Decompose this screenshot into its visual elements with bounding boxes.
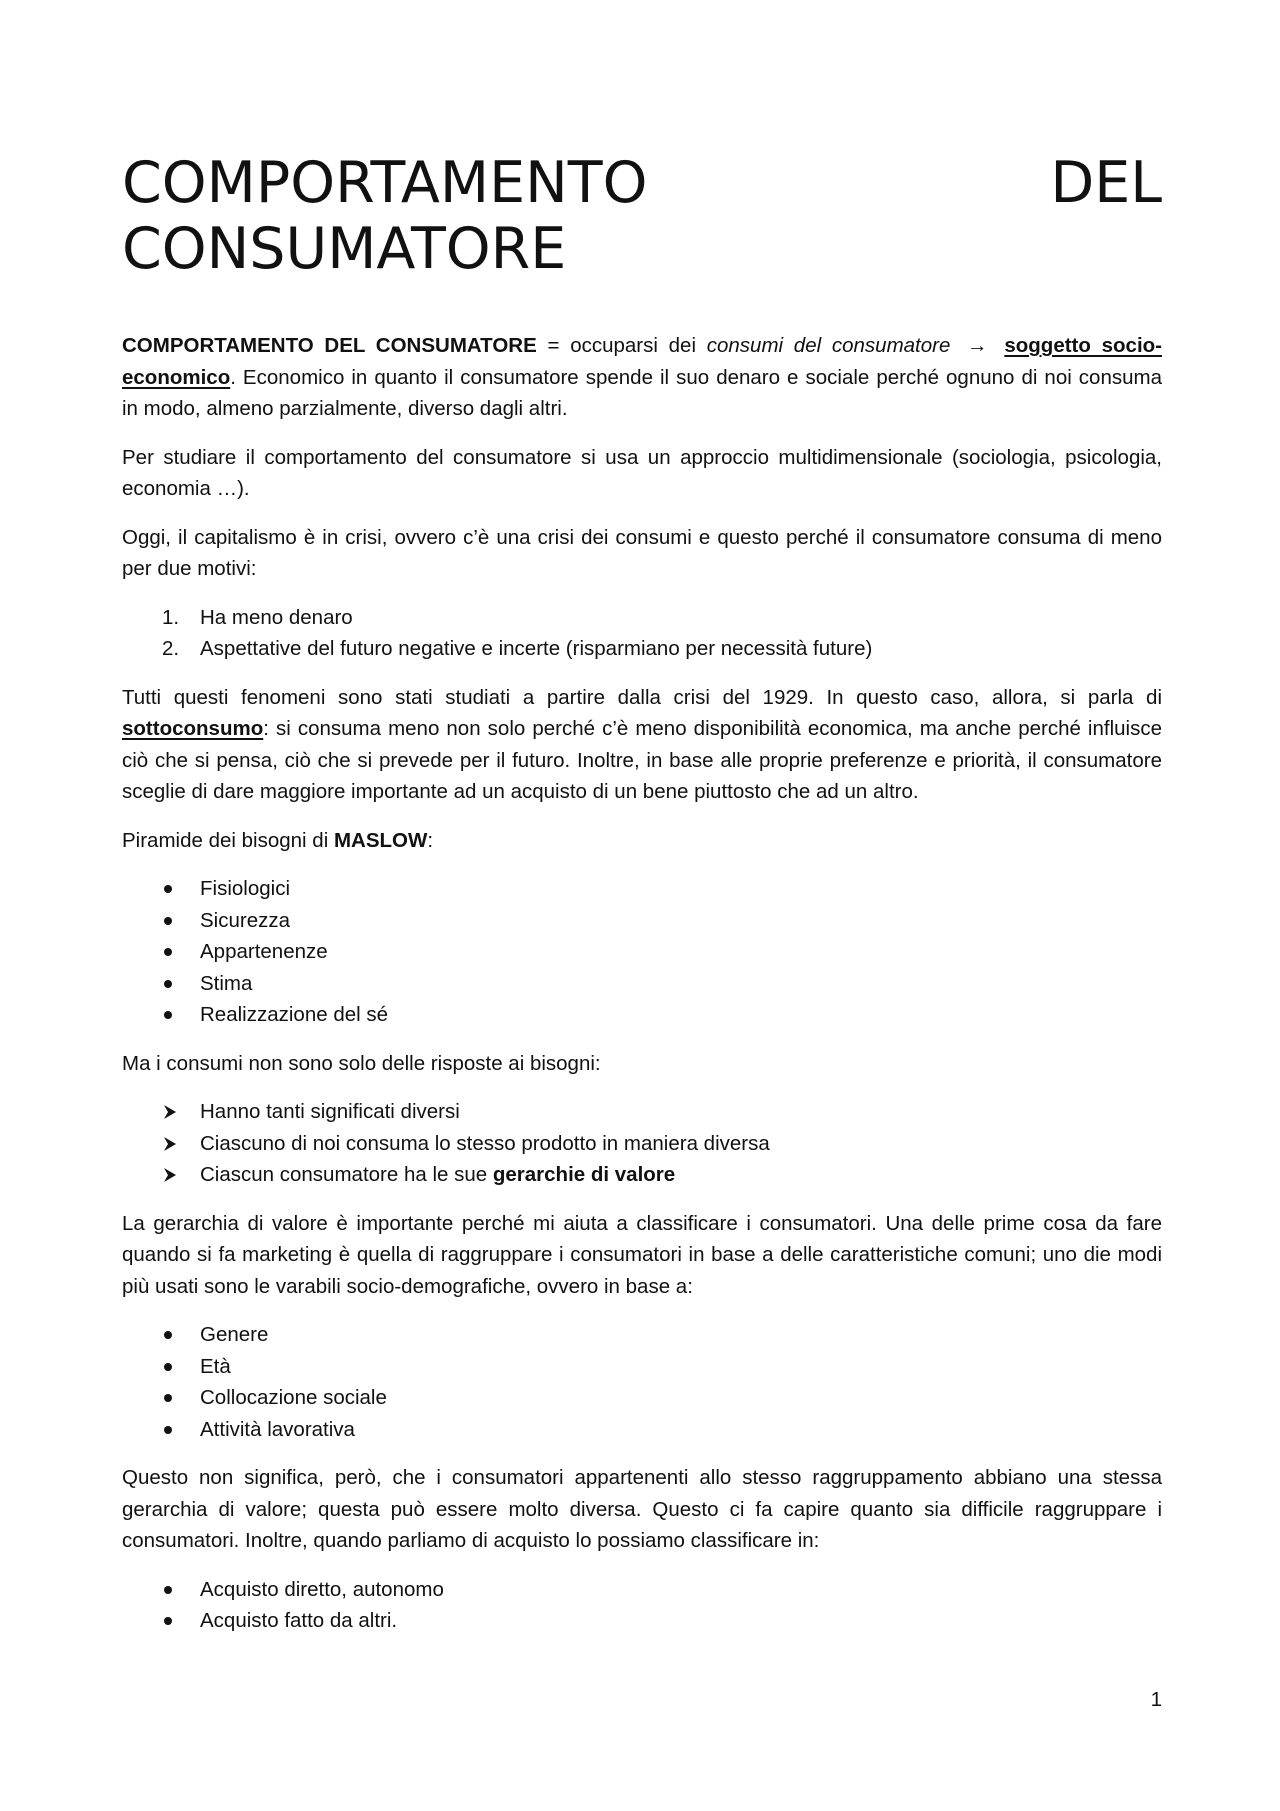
purchases-list bbox=[122, 1574, 1162, 1637]
title-word-1: COMPORTAMENTO bbox=[122, 150, 648, 216]
list-item-text: Hanno tanti significati diversi bbox=[200, 1100, 460, 1123]
variables-list bbox=[122, 1319, 1162, 1445]
list-item-text: Sicurezza bbox=[200, 908, 291, 932]
meanings-list bbox=[122, 1096, 1162, 1191]
arrowhead-bullet-icon bbox=[162, 1167, 178, 1183]
list-item-text: Appartenenze bbox=[200, 940, 328, 963]
bullet-icon bbox=[164, 1426, 172, 1434]
reasons-list bbox=[122, 602, 1162, 665]
list-number: 2. bbox=[162, 637, 180, 660]
list-item-text: Attività lavorativa bbox=[200, 1417, 355, 1441]
paragraph-underconsumption bbox=[122, 682, 1162, 808]
list-item-text: Fisiologici bbox=[200, 877, 290, 900]
bullet-icon bbox=[164, 1363, 172, 1371]
list-item bbox=[122, 936, 1162, 968]
list-item-bold: gerarchie di valore bbox=[492, 1163, 676, 1186]
paragraph-approach: Per studiare il comportamento del consumatore si usa un approccio multidimensionale (sociologia, psicologia, economia …). bbox=[122, 445, 1162, 500]
list-item bbox=[122, 1574, 1162, 1606]
title-line-2: CONSUMATORE bbox=[122, 216, 567, 282]
bullet-icon bbox=[164, 1617, 172, 1625]
right-arrow-icon: → bbox=[967, 334, 988, 357]
underconsumption-after: : si consuma meno non solo perché c’è meno disponibilità economica, ma anche perché influisce ciò che si pensa, ciò che si prevede per il futuro. Inoltre, in base alle proprie preferenze e priorità, il consumatore sceglie di dare maggiore importante ad un acquisto di un bene piuttosto che ad un altro. bbox=[122, 717, 1162, 803]
paragraph-grouping: Questo non significa, però, che i consumatori appartenenti allo stesso raggruppamento abbiano una stessa gerarchia di valore; questa può essere molto diversa. Questo ci fa capire quanto sia difficile raggruppare i consumatori. Inoltre, quando parliamo di acquisto lo possiamo classificare in: bbox=[122, 1466, 1162, 1552]
list-item-text: Ha meno denaro bbox=[200, 605, 353, 629]
page-title bbox=[122, 150, 1162, 282]
title-line-1 bbox=[122, 150, 1162, 216]
list-item-text: Collocazione sociale bbox=[200, 1386, 387, 1409]
list-item bbox=[122, 1351, 1162, 1383]
maslow-name: MASLOW bbox=[333, 828, 428, 852]
list-item-text: Stima bbox=[200, 971, 253, 995]
list-item bbox=[122, 1128, 1162, 1160]
list-item bbox=[122, 602, 1162, 634]
definition-rest: . Economico in quanto il consumatore spende il suo denaro e sociale perché ognuno di noi consuma in modo, almeno parzialmente, diverso dagli altri. bbox=[122, 365, 1162, 420]
paragraph-needs: Ma i consumi non sono solo delle risposte ai bisogni: bbox=[122, 1051, 601, 1075]
bullet-icon bbox=[164, 1586, 172, 1594]
paragraph-hierarchy: La gerarchia di valore è importante perché mi aiuta a classificare i consumatori. Una delle prime cosa da fare quando si fa marketing è quella di raggruppare i consumatori in base a delle caratteristiche comuni; uno die modi più usati sono le varabili socio-demografiche, ovvero in base a: bbox=[122, 1211, 1162, 1298]
arrowhead-bullet-icon bbox=[162, 1104, 178, 1120]
list-item-text: Genere bbox=[200, 1323, 269, 1346]
list-item-text: Ciascun consumatore ha le sue bbox=[200, 1163, 493, 1186]
list-number: 1. bbox=[162, 605, 180, 629]
bullet-icon bbox=[164, 885, 172, 893]
title-word-2: DEL bbox=[1050, 150, 1162, 216]
underconsumption-before: Tutti questi fenomeni sono stati studiati a partire dalla crisi del 1929. In questo caso, allora, si parla di bbox=[122, 685, 1162, 709]
maslow-after: : bbox=[427, 828, 434, 852]
bullet-icon bbox=[164, 1394, 172, 1402]
arrowhead-bullet-icon bbox=[162, 1136, 178, 1152]
maslow-before: Piramide dei bisogni di bbox=[122, 828, 334, 852]
list-item bbox=[122, 1159, 1162, 1191]
bullet-icon bbox=[164, 948, 172, 956]
list-item bbox=[122, 1319, 1162, 1351]
bullet-icon bbox=[164, 1011, 172, 1019]
list-item-text: Acquisto fatto da altri. bbox=[200, 1609, 398, 1632]
list-item-text: Aspettative del futuro negative e incerte (risparmiano per necessità future) bbox=[200, 637, 873, 660]
page-number: 1 bbox=[1150, 1688, 1162, 1711]
definition-term: COMPORTAMENTO DEL CONSUMATORE bbox=[122, 334, 537, 357]
maslow-list bbox=[122, 873, 1162, 1031]
bullet-icon bbox=[164, 980, 172, 988]
paragraph-crisis: Oggi, il capitalismo è in crisi, ovvero c’è una crisi dei consumi e questo perché il consumatore consuma di meno per due motivi: bbox=[122, 525, 1162, 580]
list-item bbox=[122, 968, 1162, 1000]
definition-eq: = occuparsi dei bbox=[536, 334, 707, 357]
list-item bbox=[122, 633, 1162, 665]
list-item bbox=[122, 999, 1162, 1031]
bullet-icon bbox=[164, 917, 172, 925]
list-item bbox=[122, 1414, 1162, 1446]
list-item bbox=[122, 873, 1162, 905]
list-item bbox=[122, 905, 1162, 937]
list-item bbox=[122, 1605, 1162, 1637]
list-item-text: Età bbox=[200, 1354, 231, 1378]
list-item-text: Realizzazione del sé bbox=[200, 1003, 389, 1026]
definition-underlined: soggetto socio-economico bbox=[122, 334, 1162, 389]
underconsumption-term: sottoconsumo bbox=[122, 717, 264, 740]
definition-italic: consumi del consumatore bbox=[706, 334, 951, 357]
paragraph-maslow bbox=[122, 825, 1162, 857]
list-item bbox=[122, 1382, 1162, 1414]
bullet-icon bbox=[164, 1331, 172, 1339]
list-item-text: Ciascuno di noi consuma lo stesso prodotto in maniera diversa bbox=[200, 1131, 770, 1155]
list-item bbox=[122, 1096, 1162, 1128]
document-page bbox=[122, 150, 1162, 1654]
paragraph-definition bbox=[122, 330, 1162, 425]
list-item-text: Acquisto diretto, autonomo bbox=[200, 1577, 444, 1601]
